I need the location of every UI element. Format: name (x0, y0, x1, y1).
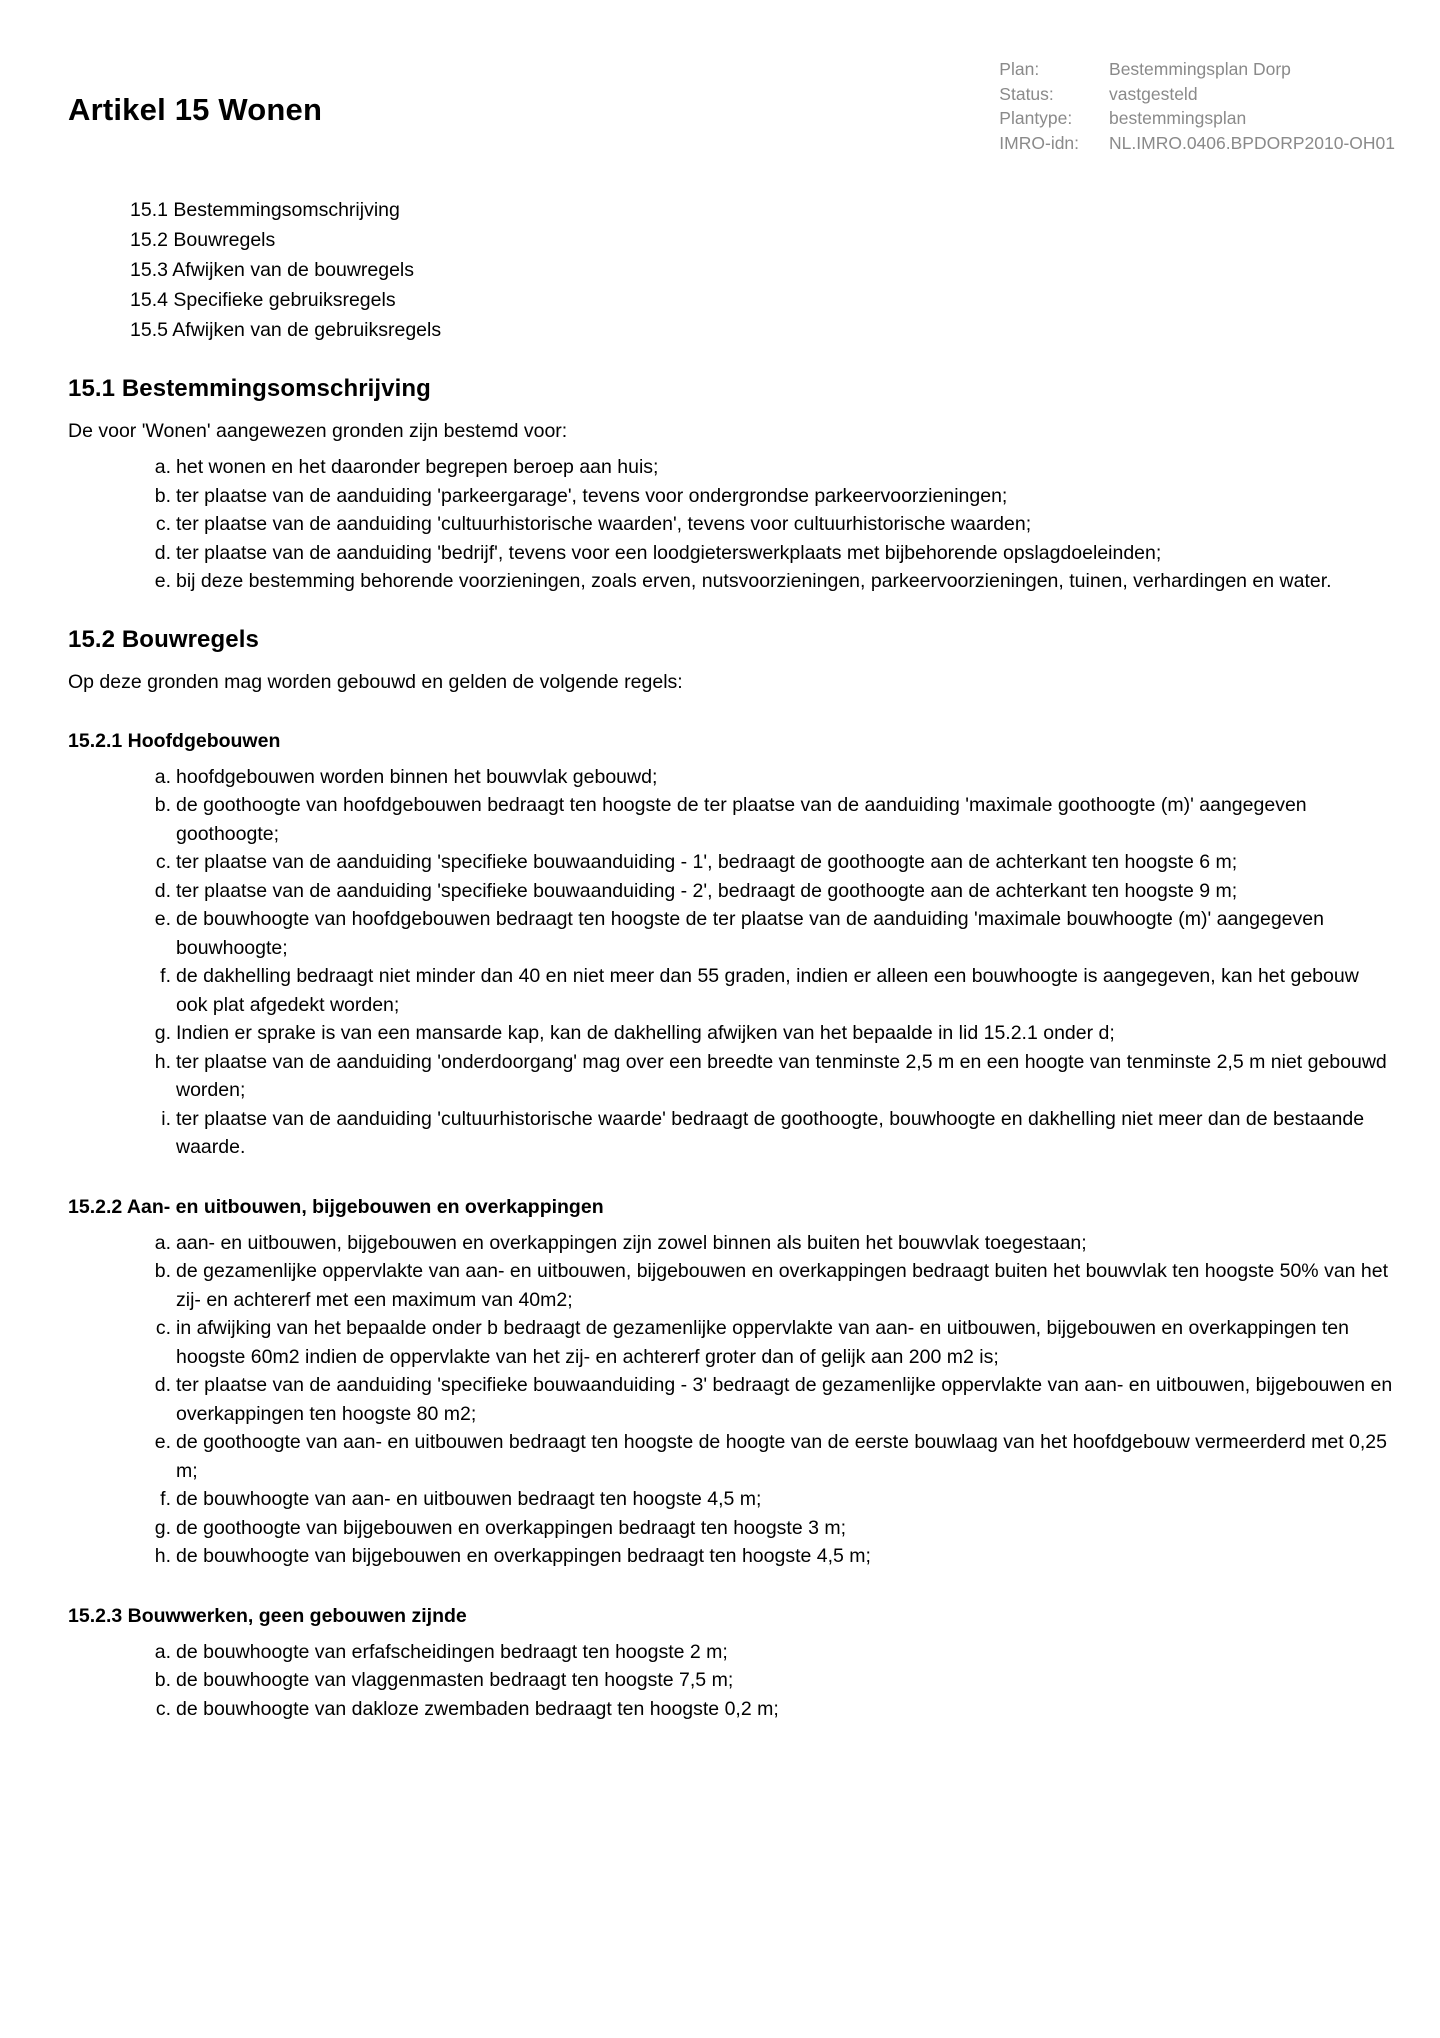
list-item: ter plaatse van de aanduiding 'onderdoorgang' mag over een breedte van tenminste 2,5 m en een hoogte van tenminste 2,5 m niet gebouwd worden; (176, 1050, 1387, 1101)
list-item: de goothoogte van aan- en uitbouwen bedraagt ten hoogste de hoogte van de eerste bouwlaag van het hoofdgebouw vermeerderd met 0,25 m; (176, 1431, 1387, 1482)
list-item: de goothoogte van bijgebouwen en overkappingen bedraagt ten hoogste 3 m; (176, 1516, 847, 1539)
rule-list-15-2-2 (68, 1229, 1395, 1571)
section-heading-15-2-3: 15.2.3 Bouwwerken, geen gebouwen zijnde (68, 1604, 467, 1627)
toc-item-15-1[interactable]: 15.1 Bestemmingsomschrijving (130, 199, 400, 221)
list-item: de bouwhoogte van dakloze zwembaden bedraagt ten hoogste 0,2 m; (176, 1697, 779, 1720)
metadata-value-plan: Bestemmingsplan Dorp (1109, 59, 1291, 79)
rule-list-15-1 (68, 453, 1395, 596)
list-item: de gezamenlijke oppervlakte van aan- en uitbouwen, bijgebouwen en overkappingen bedraagt buiten het bouwvlak ten hoogste 50% van het zij- en achtererf met een maximum van 40m2; (176, 1260, 1389, 1311)
list-item: het wonen en het daaronder begrepen beroep aan huis; (176, 456, 659, 478)
list-item: de dakhelling bedraagt niet minder dan 40 en niet meer dan 55 graden, indien er alleen een bouwhoogte is aangegeven, kan het gebouw ook plat afgedekt worden; (176, 965, 1359, 1016)
metadata-value-status: vastgesteld (1109, 83, 1198, 104)
list-item: de goothoogte van hoofdgebouwen bedraagt ten hoogste de ter plaatse van de aanduiding 'maximale goothoogte (m)' aangegeven goothoogte; (176, 794, 1307, 845)
metadata-label-plantype: Plantype: (999, 108, 1073, 128)
metadata-row-plan (999, 57, 1395, 82)
section-heading-15-2-1: 15.2.1 Hoofdgebouwen (68, 729, 281, 752)
list-item: ter plaatse van de aanduiding 'bedrijf', tevens voor een loodgieterswerkplaats met bijbehorende opslagdoeleinden; (176, 541, 1162, 564)
page-title: Artikel 15 Wonen (68, 92, 323, 127)
document-header (0, 0, 1440, 165)
metadata-value-plantype: bestemmingsplan (1109, 108, 1247, 128)
list-item: aan- en uitbouwen, bijgebouwen en overkappingen zijn zowel binnen als buiten het bouwvlak toegestaan; (176, 1231, 1087, 1254)
list-item: ter plaatse van de aanduiding 'specifieke bouwaanduiding - 2', bedraagt de goothoogte aan de achterkant ten hoogste 9 m; (176, 879, 1238, 902)
table-of-contents (68, 195, 1395, 345)
toc-item-15-4[interactable]: 15.4 Specifieke gebruiksregels (130, 289, 396, 311)
list-item: de bouwhoogte van bijgebouwen en overkappingen bedraagt ten hoogste 4,5 m; (176, 1545, 871, 1567)
rule-list-15-2-1 (68, 763, 1395, 1162)
metadata-row-status (999, 82, 1395, 107)
list-item: ter plaatse van de aanduiding 'specifieke bouwaanduiding - 3' bedraagt de gezamenlijke oppervlakte van aan- en uitbouwen, bijgebouwen en overkappingen ten hoogste 80 m2; (176, 1374, 1393, 1425)
list-item: de bouwhoogte van aan- en uitbouwen bedraagt ten hoogste 4,5 m; (176, 1488, 762, 1510)
list-item: ter plaatse van de aanduiding 'parkeergarage', tevens voor ondergrondse parkeervoorzieningen; (176, 484, 1008, 507)
section-heading-15-2: 15.2 Bouwregels (68, 625, 259, 653)
list-item: ter plaatse van de aanduiding 'cultuurhistorische waarde' bedraagt de goothoogte, bouwhoogte en dakhelling niet meer dan de bestaande waarde. (176, 1107, 1365, 1158)
metadata-row-imro-idn (999, 131, 1395, 156)
list-item: ter plaatse van de aanduiding 'cultuurhistorische waarden', tevens voor cultuurhistorische waarden; (176, 513, 1032, 535)
rule-list-15-2-3 (68, 1638, 1395, 1724)
section-heading-15-2-2: 15.2.2 Aan- en uitbouwen, bijgebouwen en overkappingen (68, 1195, 604, 1218)
list-item: de bouwhoogte van erfafscheidingen bedraagt ten hoogste 2 m; (176, 1640, 728, 1663)
list-item: de bouwhoogte van hoofdgebouwen bedraagt ten hoogste de ter plaatse van de aanduiding 'maximale bouwhoogte (m)' aangegeven bouwhoogte; (176, 908, 1324, 959)
section-intro-15-2: Op deze gronden mag worden gebouwd en gelden de volgende regels: (68, 670, 683, 693)
document-body (0, 195, 1440, 1723)
plan-metadata (999, 57, 1395, 155)
metadata-label-plan: Plan: (999, 59, 1040, 79)
section-intro-15-1: De voor 'Wonen' aangewezen gronden zijn bestemd voor: (68, 420, 568, 442)
metadata-row-plantype (999, 106, 1395, 131)
list-item: in afwijking van het bepaalde onder b bedraagt de gezamenlijke oppervlakte van aan- en uitbouwen, bijgebouwen en overkappingen ten hoogste 60m2 indien de oppervlakte van het zij- en achtererf groter dan of gelijk aan 200 m2 is; (176, 1317, 1349, 1368)
toc-item-15-5[interactable]: 15.5 Afwijken van de gebruiksregels (130, 319, 442, 341)
toc-item-15-3[interactable]: 15.3 Afwijken van de bouwregels (130, 259, 415, 281)
toc-item-15-2[interactable]: 15.2 Bouwregels (130, 229, 276, 251)
metadata-label-status: Status: (999, 83, 1054, 104)
metadata-value-imro-idn: NL.IMRO.0406.BPDORP2010-OH01 (1109, 132, 1395, 153)
list-item: bij deze bestemming behorende voorzieningen, zoals erven, nutsvoorzieningen, parkeervoorzieningen, tuinen, verhardingen en water. (176, 570, 1332, 592)
list-item: hoofdgebouwen worden binnen het bouwvlak gebouwd; (176, 765, 658, 788)
metadata-label-imro-idn: IMRO-idn: (999, 132, 1080, 153)
list-item: de bouwhoogte van vlaggenmasten bedraagt ten hoogste 7,5 m; (176, 1669, 734, 1691)
section-heading-15-1: 15.1 Bestemmingsomschrijving (68, 375, 431, 402)
list-item: ter plaatse van de aanduiding 'specifieke bouwaanduiding - 1', bedraagt de goothoogte aan de achterkant ten hoogste 6 m; (176, 851, 1238, 873)
list-item: Indien er sprake is van een mansarde kap, kan de dakhelling afwijken van het bepaalde in lid 15.2.1 onder d; (176, 1022, 1115, 1044)
